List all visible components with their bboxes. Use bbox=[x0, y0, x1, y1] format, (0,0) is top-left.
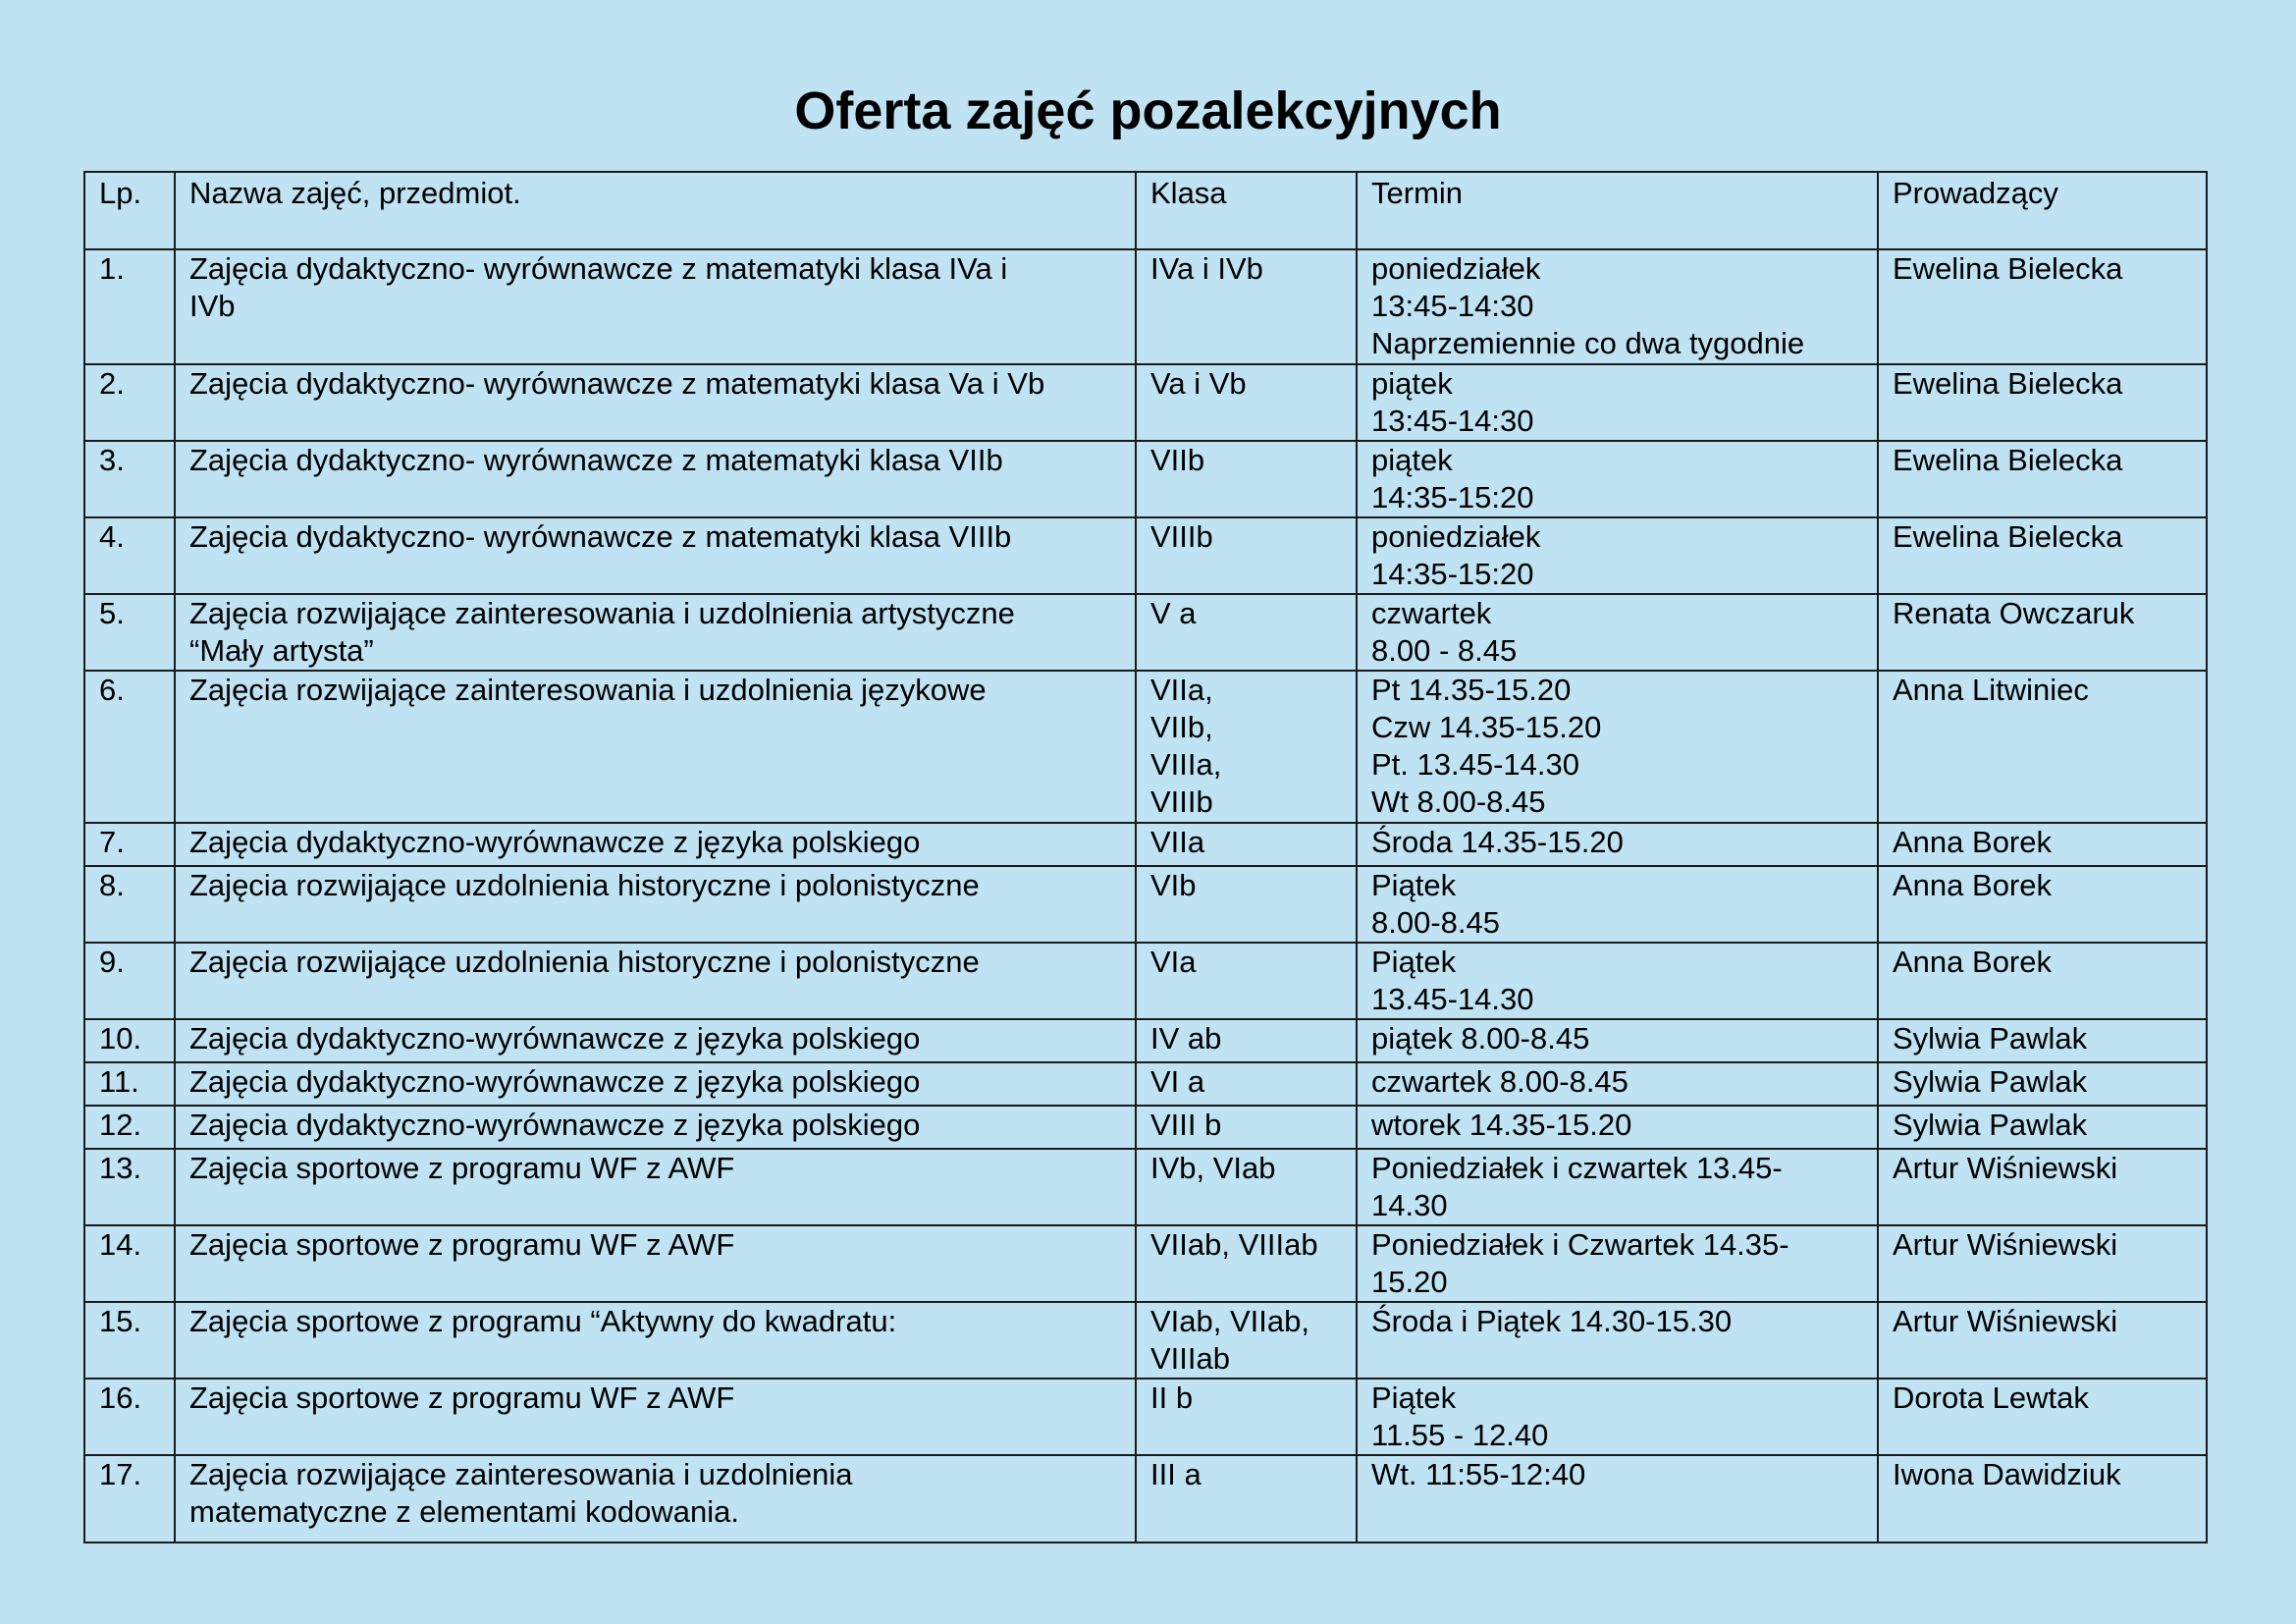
cell-lp: 9. bbox=[84, 943, 175, 1019]
cell-termin: Środa 14.35-15.20 bbox=[1357, 823, 1878, 866]
header-klasa: Klasa bbox=[1136, 172, 1357, 249]
table-row bbox=[84, 1019, 2207, 1062]
table-row bbox=[84, 866, 2207, 943]
cell-termin: poniedziałek 14:35-15:20 bbox=[1357, 517, 1878, 594]
activities-table bbox=[83, 171, 2208, 1543]
cell-klasa: VIab, VIIab, VIIIab bbox=[1136, 1302, 1357, 1379]
cell-klasa: VIIa bbox=[1136, 823, 1357, 866]
cell-termin: Poniedziałek i czwartek 13.45- 14.30 bbox=[1357, 1149, 1878, 1225]
cell-lp: 13. bbox=[84, 1149, 175, 1225]
table-body bbox=[84, 249, 2207, 1543]
cell-name: Zajęcia dydaktyczno- wyrównawcze z matematyki klasa VIIb bbox=[175, 441, 1136, 517]
cell-termin: poniedziałek 13:45-14:30 Naprzemiennie co dwa tygodnie bbox=[1357, 249, 1878, 364]
table-row bbox=[84, 1106, 2207, 1149]
cell-name: Zajęcia dydaktyczno- wyrównawcze z matematyki klasa IVa i IVb bbox=[175, 249, 1136, 364]
table-row bbox=[84, 1149, 2207, 1225]
cell-name: Zajęcia rozwijające zainteresowania i uzdolnienia językowe bbox=[175, 671, 1136, 823]
cell-klasa: VIIIb bbox=[1136, 517, 1357, 594]
cell-lp: 10. bbox=[84, 1019, 175, 1062]
cell-klasa: IVb, VIab bbox=[1136, 1149, 1357, 1225]
cell-name: Zajęcia rozwijające zainteresowania i uzdolnienia artystyczne “Mały artysta” bbox=[175, 594, 1136, 671]
cell-prowadzacy: Sylwia Pawlak bbox=[1878, 1106, 2207, 1149]
cell-lp: 16. bbox=[84, 1379, 175, 1455]
cell-prowadzacy: Artur Wiśniewski bbox=[1878, 1302, 2207, 1379]
cell-klasa: VIII b bbox=[1136, 1106, 1357, 1149]
cell-name: Zajęcia dydaktyczno-wyrównawcze z języka polskiego bbox=[175, 1019, 1136, 1062]
table-row bbox=[84, 517, 2207, 594]
cell-prowadzacy: Sylwia Pawlak bbox=[1878, 1062, 2207, 1106]
cell-lp: 5. bbox=[84, 594, 175, 671]
table-row bbox=[84, 671, 2207, 823]
table-row bbox=[84, 943, 2207, 1019]
cell-prowadzacy: Artur Wiśniewski bbox=[1878, 1149, 2207, 1225]
table-row bbox=[84, 249, 2207, 364]
table-row bbox=[84, 1302, 2207, 1379]
cell-name: Zajęcia sportowe z programu “Aktywny do kwadratu: bbox=[175, 1302, 1136, 1379]
cell-name: Zajęcia rozwijające uzdolnienia historyczne i polonistyczne bbox=[175, 866, 1136, 943]
table-row bbox=[84, 441, 2207, 517]
cell-klasa: VIIb bbox=[1136, 441, 1357, 517]
cell-klasa: VIa bbox=[1136, 943, 1357, 1019]
cell-termin: czwartek 8.00 - 8.45 bbox=[1357, 594, 1878, 671]
cell-lp: 2. bbox=[84, 364, 175, 441]
cell-lp: 8. bbox=[84, 866, 175, 943]
cell-termin: piątek 13:45-14:30 bbox=[1357, 364, 1878, 441]
cell-lp: 1. bbox=[84, 249, 175, 364]
cell-klasa: VIIa, VIIb, VIIIa, VIIIb bbox=[1136, 671, 1357, 823]
cell-termin: Piątek 13.45-14.30 bbox=[1357, 943, 1878, 1019]
cell-name: Zajęcia dydaktyczno-wyrównawcze z języka polskiego bbox=[175, 1062, 1136, 1106]
cell-name: Zajęcia sportowe z programu WF z AWF bbox=[175, 1379, 1136, 1455]
cell-klasa: IV ab bbox=[1136, 1019, 1357, 1062]
table-row bbox=[84, 364, 2207, 441]
cell-lp: 3. bbox=[84, 441, 175, 517]
cell-name: Zajęcia sportowe z programu WF z AWF bbox=[175, 1149, 1136, 1225]
table-row bbox=[84, 823, 2207, 866]
table-row bbox=[84, 1455, 2207, 1543]
cell-lp: 12. bbox=[84, 1106, 175, 1149]
cell-prowadzacy: Anna Litwiniec bbox=[1878, 671, 2207, 823]
cell-termin: Wt. 11:55-12:40 bbox=[1357, 1455, 1878, 1543]
cell-termin: wtorek 14.35-15.20 bbox=[1357, 1106, 1878, 1149]
cell-klasa: IVa i IVb bbox=[1136, 249, 1357, 364]
cell-prowadzacy: Anna Borek bbox=[1878, 943, 2207, 1019]
cell-prowadzacy: Artur Wiśniewski bbox=[1878, 1225, 2207, 1302]
cell-name: Zajęcia dydaktyczno- wyrównawcze z matematyki klasa VIIIb bbox=[175, 517, 1136, 594]
cell-lp: 14. bbox=[84, 1225, 175, 1302]
cell-klasa: VIb bbox=[1136, 866, 1357, 943]
cell-name: Zajęcia sportowe z programu WF z AWF bbox=[175, 1225, 1136, 1302]
cell-prowadzacy: Ewelina Bielecka bbox=[1878, 364, 2207, 441]
cell-lp: 17. bbox=[84, 1455, 175, 1543]
table-row bbox=[84, 1062, 2207, 1106]
cell-termin: piątek 14:35-15:20 bbox=[1357, 441, 1878, 517]
cell-klasa: Va i Vb bbox=[1136, 364, 1357, 441]
cell-lp: 7. bbox=[84, 823, 175, 866]
cell-termin: Piątek 8.00-8.45 bbox=[1357, 866, 1878, 943]
cell-name: Zajęcia dydaktyczno-wyrównawcze z języka polskiego bbox=[175, 823, 1136, 866]
cell-termin: Poniedziałek i Czwartek 14.35- 15.20 bbox=[1357, 1225, 1878, 1302]
cell-name: Zajęcia dydaktyczno-wyrównawcze z języka polskiego bbox=[175, 1106, 1136, 1149]
cell-prowadzacy: Ewelina Bielecka bbox=[1878, 441, 2207, 517]
cell-klasa: V a bbox=[1136, 594, 1357, 671]
cell-prowadzacy: Anna Borek bbox=[1878, 823, 2207, 866]
header-termin: Termin bbox=[1357, 172, 1878, 249]
cell-prowadzacy: Iwona Dawidziuk bbox=[1878, 1455, 2207, 1543]
cell-prowadzacy: Ewelina Bielecka bbox=[1878, 517, 2207, 594]
cell-name: Zajęcia dydaktyczno- wyrównawcze z matematyki klasa Va i Vb bbox=[175, 364, 1136, 441]
cell-klasa: VI a bbox=[1136, 1062, 1357, 1106]
cell-termin: Pt 14.35-15.20 Czw 14.35-15.20 Pt. 13.45-14.30 Wt 8.00-8.45 bbox=[1357, 671, 1878, 823]
cell-lp: 4. bbox=[84, 517, 175, 594]
cell-klasa: II b bbox=[1136, 1379, 1357, 1455]
cell-prowadzacy: Dorota Lewtak bbox=[1878, 1379, 2207, 1455]
cell-name: Zajęcia rozwijające zainteresowania i uzdolnienia matematyczne z elementami kodowania. bbox=[175, 1455, 1136, 1543]
cell-name: Zajęcia rozwijające uzdolnienia historyczne i polonistyczne bbox=[175, 943, 1136, 1019]
cell-klasa: VIIab, VIIIab bbox=[1136, 1225, 1357, 1302]
cell-termin: Piątek 11.55 - 12.40 bbox=[1357, 1379, 1878, 1455]
header-prowadzacy: Prowadzący bbox=[1878, 172, 2207, 249]
cell-lp: 11. bbox=[84, 1062, 175, 1106]
cell-prowadzacy: Ewelina Bielecka bbox=[1878, 249, 2207, 364]
cell-lp: 15. bbox=[84, 1302, 175, 1379]
cell-lp: 6. bbox=[84, 671, 175, 823]
table-row bbox=[84, 1225, 2207, 1302]
table-header-row bbox=[84, 172, 2207, 249]
header-name: Nazwa zajęć, przedmiot. bbox=[175, 172, 1136, 249]
page-title: Oferta zajęć pozalekcyjnych bbox=[794, 81, 1502, 140]
cell-termin: czwartek 8.00-8.45 bbox=[1357, 1062, 1878, 1106]
cell-prowadzacy: Renata Owczaruk bbox=[1878, 594, 2207, 671]
header-lp: Lp. bbox=[84, 172, 175, 249]
table-row bbox=[84, 594, 2207, 671]
cell-prowadzacy: Sylwia Pawlak bbox=[1878, 1019, 2207, 1062]
cell-klasa: III a bbox=[1136, 1455, 1357, 1543]
cell-termin: Środa i Piątek 14.30-15.30 bbox=[1357, 1302, 1878, 1379]
cell-termin: piątek 8.00-8.45 bbox=[1357, 1019, 1878, 1062]
table-row bbox=[84, 1379, 2207, 1455]
cell-prowadzacy: Anna Borek bbox=[1878, 866, 2207, 943]
